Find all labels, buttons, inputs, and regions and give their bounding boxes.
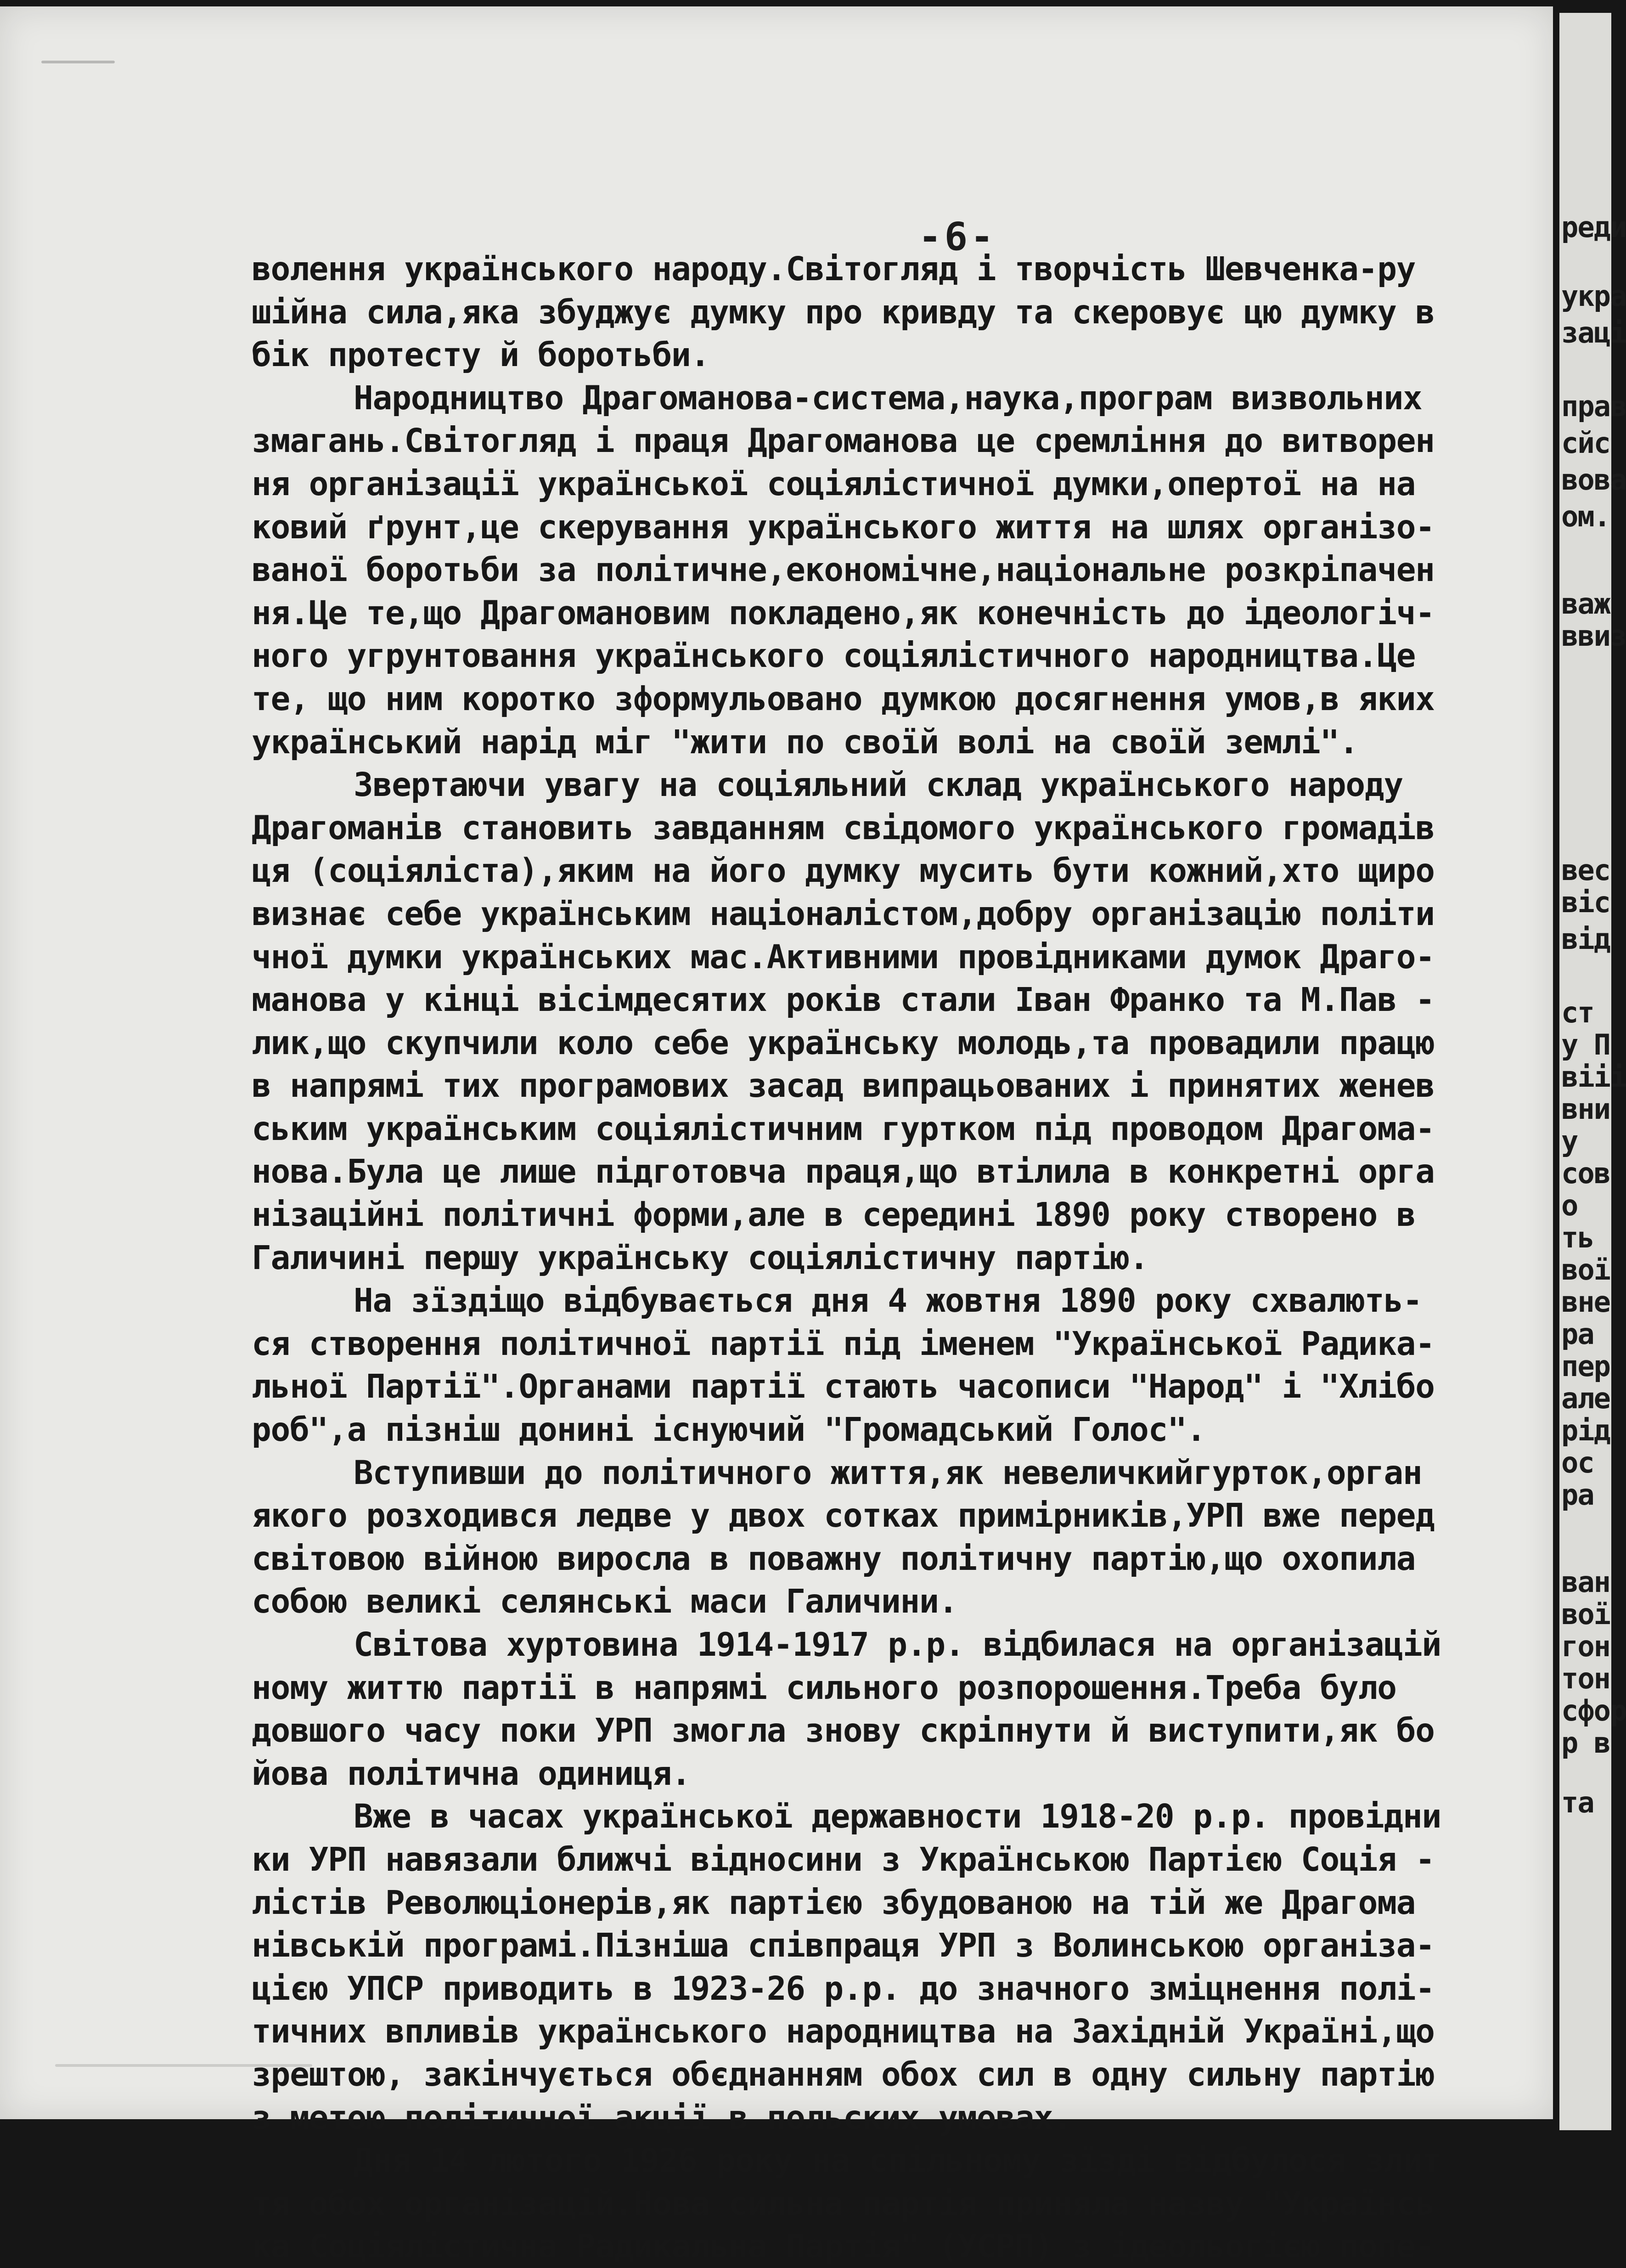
- facing-page-fragment: та: [1561, 1786, 1594, 1819]
- facing-page-fragment: ра: [1561, 1478, 1594, 1512]
- text-line: визнає себе українським націоналістом,добру організацію політи: [252, 894, 1435, 933]
- facing-page-fragment: пер: [1561, 1349, 1610, 1383]
- facing-page-fragment: вни: [1561, 1092, 1610, 1126]
- facing-page-fragment: вої: [1561, 1597, 1610, 1631]
- text-line: ковий ґрунт,це скерування українського життя на шлях організо-: [252, 508, 1435, 546]
- facing-page-fragment: заці: [1561, 316, 1626, 350]
- text-line: льної Партії".Органами партії стають часописи "Народ" і "Хлібо: [252, 1367, 1435, 1406]
- text-line: чної думки українських мас.Активними провідниками думок Драго-: [252, 937, 1435, 976]
- text-line: На зїздіщо відбувається дня 4 жовтня 1890 року схвалють-: [354, 1281, 1422, 1320]
- text-line: те, що ним коротко зформульовано думкою досягнення умов,в яких: [252, 679, 1435, 718]
- facing-page-fragment: реди: [1561, 210, 1626, 244]
- facing-page-fragment: ван: [1561, 1565, 1610, 1599]
- text-line: ським українським соціялістичним гуртком під проводом Драгома-: [252, 1109, 1435, 1148]
- text-line: Звертаючи увагу на соціяльний склад українського народу: [354, 766, 1403, 804]
- text-line: Народництво Драгоманова-система,наука,програм визвольних: [354, 378, 1422, 417]
- text-line: ця (соціяліста),яким на його думку мусить бути кожний,хто щиро: [252, 852, 1435, 890]
- text-line: Дня 14 лютого 1926 року на спільному зїзді відбулося злит: [354, 2141, 1441, 2180]
- text-line: ка Соціялістична Радикальна Партія" (УСРП) з ідеольогією попе-: [252, 2227, 1435, 2266]
- facing-page-fragment: ввиз: [1561, 619, 1626, 653]
- text-line: Світова хуртовина 1914-1917 р.р. відбилася на організацій: [354, 1625, 1441, 1664]
- facing-page-fragment: вова: [1561, 463, 1626, 496]
- text-line: зрештою, закінчується обєднанням обох сил в одну сильну партію: [252, 2055, 1435, 2093]
- facing-page-fragment: вне: [1561, 1285, 1610, 1319]
- text-line: лик,що скупчили коло себе українську молодь,та провадили працю: [252, 1023, 1435, 1062]
- facing-page-fragment: сов: [1561, 1157, 1610, 1190]
- facing-page-fragment: ос: [1561, 1446, 1594, 1479]
- text-line: тя обох організацій.Нова сильна партія приняла назву "Українсь: [252, 2184, 1435, 2223]
- text-line: Галичині першу українську соціялістичну партію.: [252, 1238, 1148, 1277]
- text-line: ки УРП навязали ближчі відносини з Українською Партією Соція -: [252, 1840, 1435, 1879]
- facing-page-fragment: від: [1561, 922, 1610, 956]
- facing-page-fragment: віс: [1561, 886, 1610, 919]
- text-line: цією УПСР приводить в 1923-26 р.р. до значного зміцнення полі-: [252, 1969, 1435, 2008]
- text-line: український нарід міг "жити по своїй волі на своїй землі".: [252, 722, 1358, 761]
- text-line: довшого часу поки УРП змогла знову скріпнути й виступити,як бо: [252, 1711, 1435, 1750]
- text-line: лістів Революціонерів,як партією збудованою на тій же Драгома: [252, 1883, 1416, 1922]
- text-line: ня.Це те,що Драгомановим покладено,як конечність до ідеологіч-: [252, 593, 1435, 632]
- text-line: Драгоманів становить завданням свідомого українського громадів: [252, 808, 1435, 847]
- document-page: [0, 6, 1553, 2266]
- page-number: -6-: [918, 214, 996, 259]
- facing-page-fragment: ть: [1561, 1221, 1594, 1254]
- facing-page-fragment: у: [1561, 1124, 1578, 1158]
- typewritten-text: [252, 248, 1551, 2268]
- text-line: бік протесту й боротьби.: [252, 336, 710, 374]
- facing-page-edge: [1559, 13, 1626, 2130]
- text-line: Вступивши до політичного життя,як невеличкийгурток,орган: [354, 1453, 1422, 1492]
- facing-page-fragment: ом.: [1561, 500, 1610, 533]
- facing-page-fragment: р в: [1561, 1726, 1610, 1760]
- text-line: світовою війною виросла в поважну політичну партію,що охопила: [252, 1539, 1416, 1578]
- text-line: манова у кінці вісімдесятих років стали Іван Франко та М.Пав -: [252, 981, 1435, 1019]
- text-line: якого розходився ледве у двох сотках примірників,УРП вже перед: [252, 1496, 1435, 1535]
- facing-page-fragment: гон: [1561, 1630, 1610, 1663]
- facing-page-fragment: о: [1561, 1189, 1578, 1222]
- scan-mark-top: [41, 61, 115, 63]
- facing-page-fragment: сйс: [1561, 426, 1610, 460]
- text-line: йова політична одиниця.: [252, 1754, 691, 1793]
- text-line: нівській програмі.Пізніша співпраця УРП з Волинською організа-: [252, 1926, 1435, 1965]
- facing-page-fragment: прав: [1561, 389, 1626, 423]
- text-line: ного угрунтовання українського соціялістичного народництва.Це: [252, 637, 1416, 675]
- text-line: змагань.Світогляд і праця Драгоманова це сремління до витворен: [252, 422, 1435, 460]
- facing-page-fragment: у П: [1561, 1028, 1610, 1061]
- facing-page-fragment: ст: [1561, 996, 1594, 1029]
- text-line: роб",а пізніш донині існуючий "Громадський Голос".: [252, 1410, 1206, 1449]
- text-line: волення українського народу.Світогляд і творчість Шевченка-ру: [252, 250, 1416, 288]
- text-line: нізаційні політичні форми,але в середині 1890 року створено в: [252, 1196, 1416, 1234]
- text-line: ня організації української соціялістичної думки,опертої на на: [252, 464, 1416, 503]
- facing-page-fragment: укра: [1561, 279, 1626, 313]
- facing-page-fragment: тон: [1561, 1662, 1610, 1695]
- facing-page-fragment: але: [1561, 1382, 1610, 1415]
- facing-page-fragment: сфор: [1561, 1694, 1626, 1727]
- text-line: шійна сила,яка збуджує думку про кривду та скеровує цю думку в: [252, 293, 1435, 331]
- text-line: ному життю партії в напрямі сильного розпорошення.Треба було: [252, 1668, 1396, 1707]
- text-line: Вже в часах української державности 1918-20 р.р. провідни: [354, 1797, 1441, 1836]
- facing-page-fragment: вес: [1561, 853, 1610, 887]
- text-line: в напрямі тих програмових засад випрацьованих і принятих женев: [252, 1066, 1435, 1105]
- text-line: тичних впливів українського народництва на Західній Україні,що: [252, 2012, 1435, 2051]
- text-line: ваної боротьби за політичне,економічне,національне розкріпачен: [252, 551, 1435, 589]
- facing-page-fragment: вііі: [1561, 1060, 1626, 1094]
- facing-page-fragment: рід: [1561, 1414, 1610, 1447]
- facing-page-fragment: ра: [1561, 1317, 1594, 1351]
- facing-page-fragment: важ: [1561, 587, 1610, 621]
- text-line: з метою політичної акції в польских умовах.: [252, 2098, 1072, 2137]
- text-line: собою великі селянські маси Галичини.: [252, 1582, 958, 1621]
- facing-page-fragment: вої: [1561, 1253, 1610, 1286]
- text-line: нова.Була це лише підготовча праця,що втілила в конкретні орга: [252, 1152, 1435, 1191]
- text-line: ся створення політичної партії під іменем "Української Радика-: [252, 1324, 1435, 1363]
